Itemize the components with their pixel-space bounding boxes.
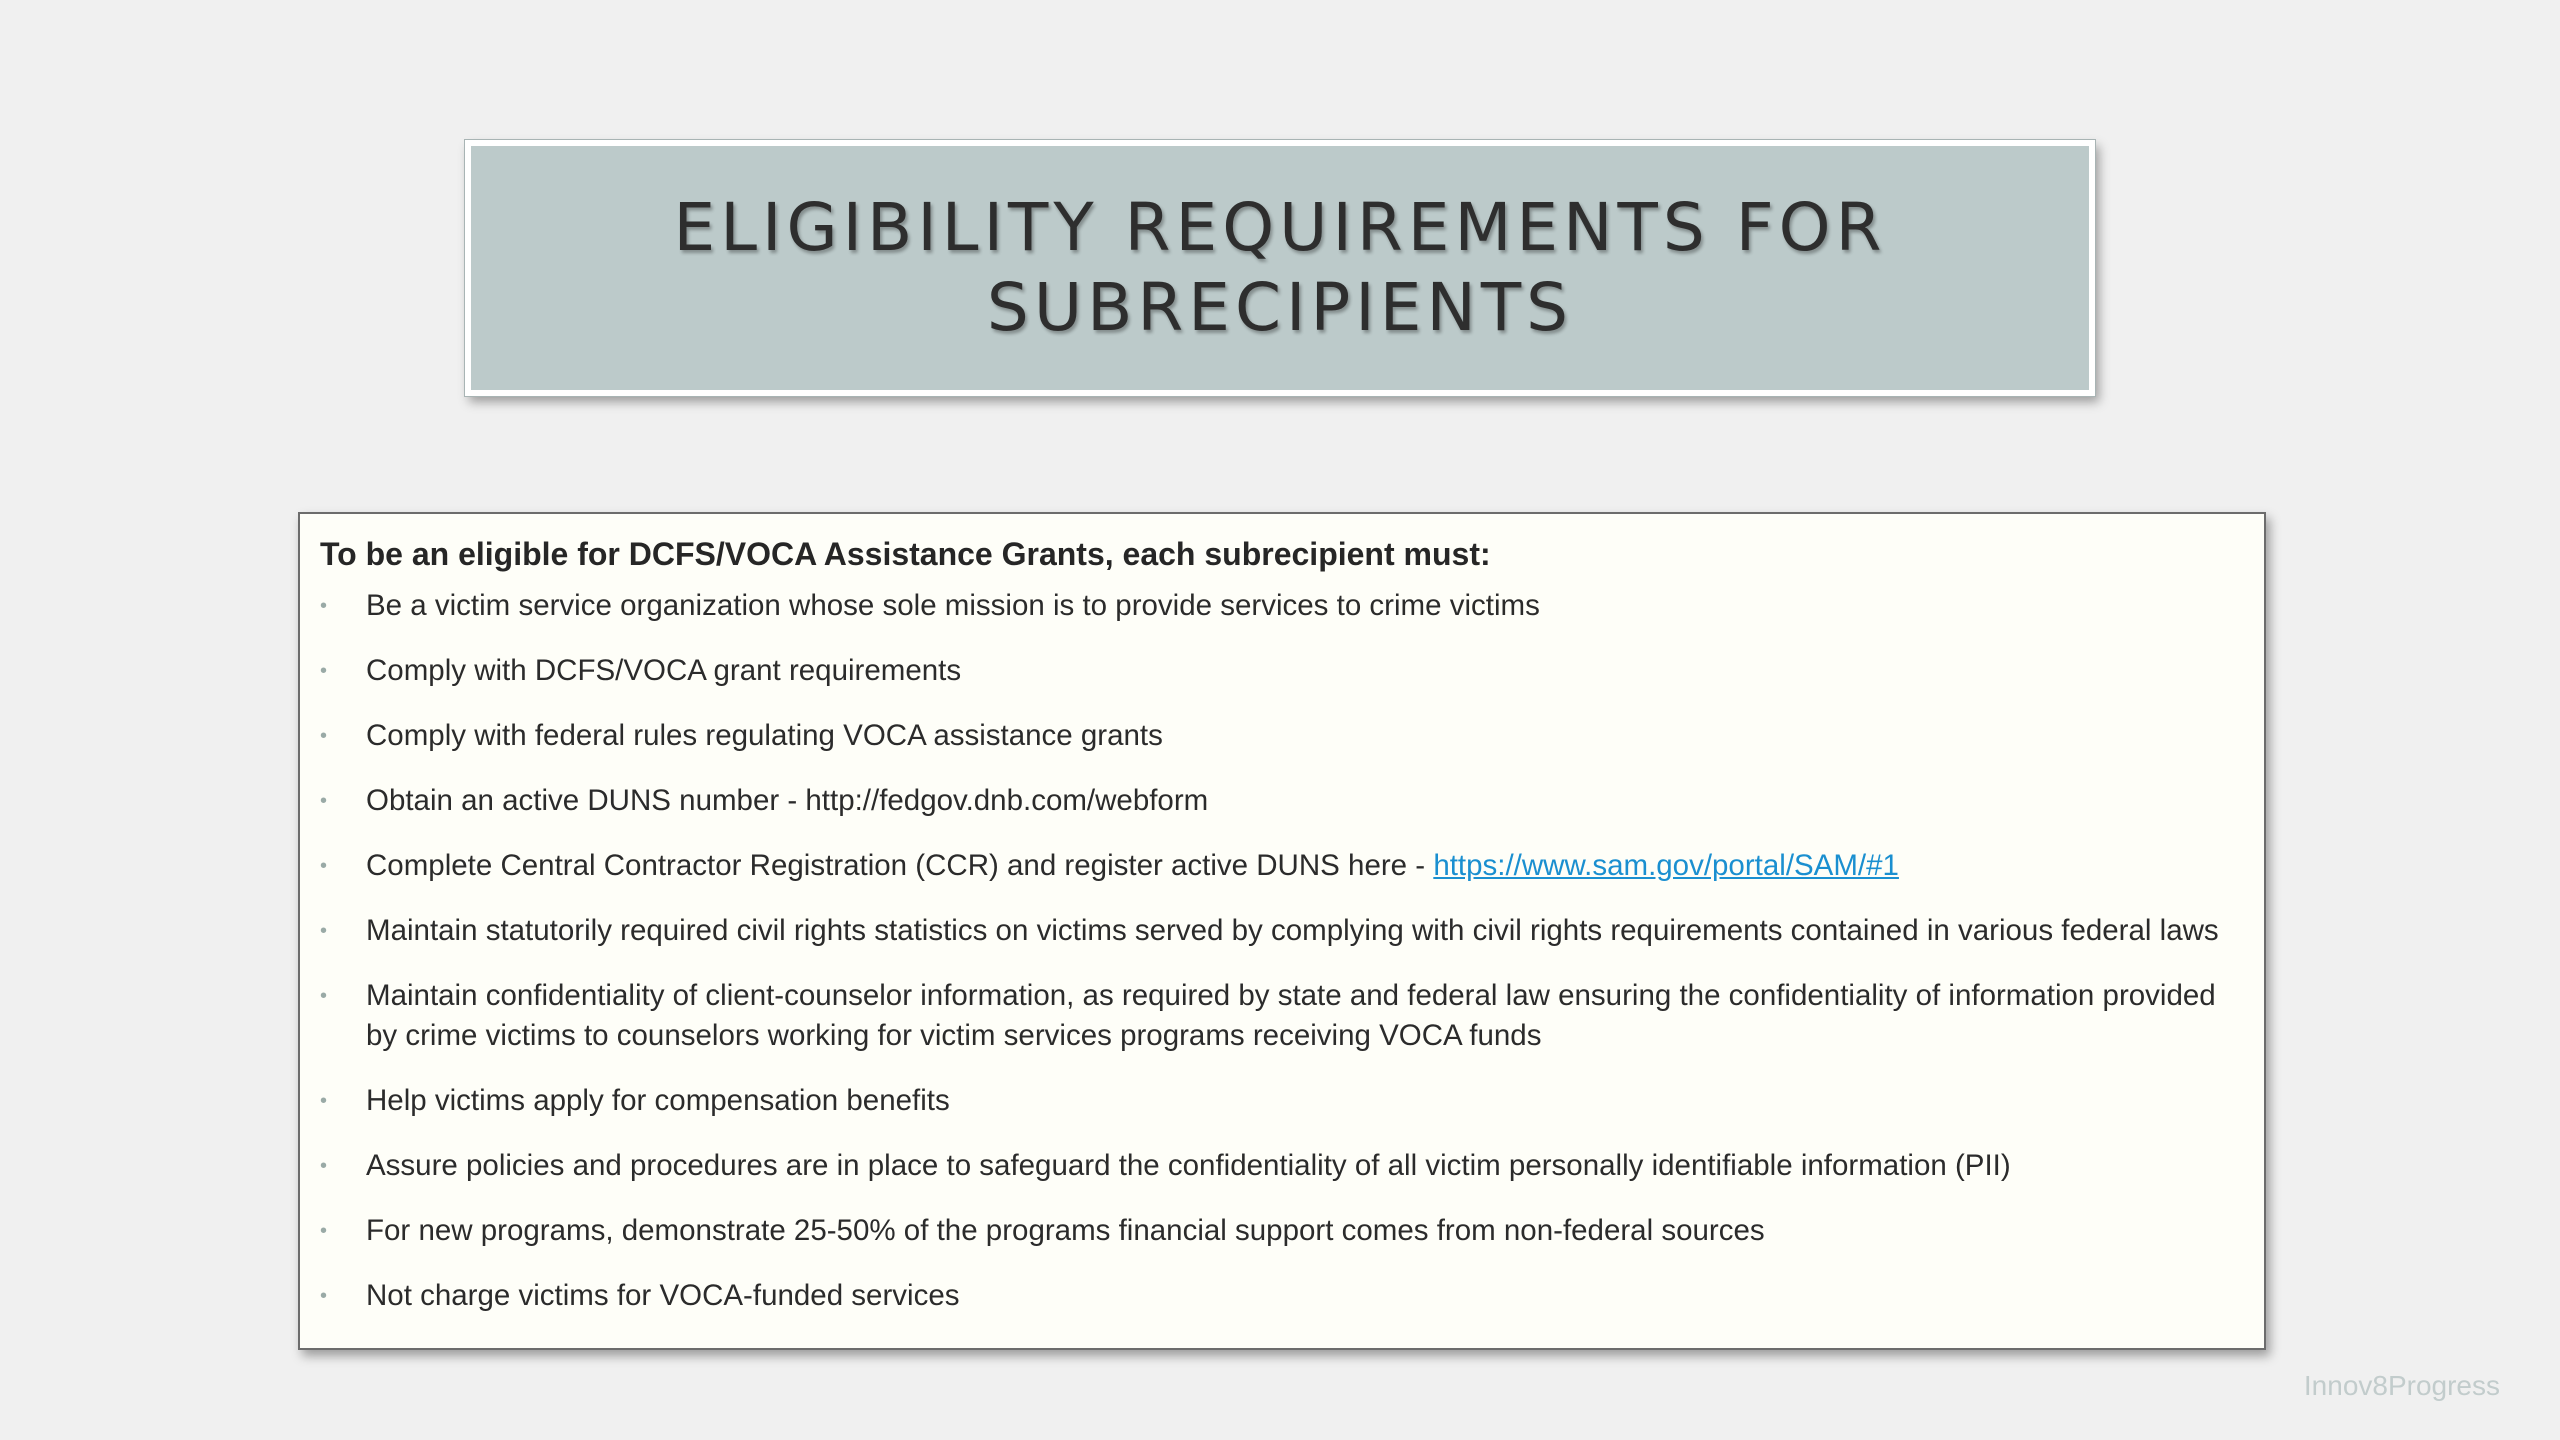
requirement-text: Maintain confidentiality of client-counselor information, as required by state and federal law ensuring the confidentiality of information provided by crime victims to counselors working for victim services programs receiving VOCA funds — [366, 979, 2216, 1052]
bullet-icon: • — [320, 1155, 328, 1177]
requirement-item-confidentiality — [320, 976, 2244, 1056]
requirements-panel — [298, 512, 2266, 1350]
sam-portal-link[interactable]: https://www.sam.gov/portal/SAM/#1 — [1433, 849, 1899, 882]
requirement-item-no-charge — [320, 1276, 2244, 1316]
requirement-item-duns-number — [320, 781, 2244, 821]
bullet-icon: • — [320, 725, 328, 747]
bullet-icon: • — [320, 790, 328, 812]
title-banner — [465, 140, 2095, 396]
requirement-text: Comply with federal rules regulating VOCA assistance grants — [366, 719, 1163, 752]
requirement-item-compensation-benefits — [320, 1081, 2244, 1121]
requirement-item-ccr-registration — [320, 846, 2244, 886]
requirements-intro: To be an eligible for DCFS/VOCA Assistance Grants, each subrecipient must: — [320, 536, 1491, 572]
requirement-text: Be a victim service organization whose sole mission is to provide services to crime victims — [366, 589, 1540, 622]
requirement-item-non-federal-support — [320, 1211, 2244, 1251]
bullet-icon: • — [320, 1090, 328, 1112]
requirements-list — [320, 586, 2244, 1316]
requirement-text: Help victims apply for compensation benefits — [366, 1084, 950, 1117]
requirement-text: Maintain statutorily required civil rights statistics on victims served by complying with civil rights requirements contained in various federal laws — [366, 914, 2219, 947]
bullet-icon: • — [320, 1220, 328, 1242]
bullet-icon: • — [320, 985, 328, 1007]
bullet-icon: • — [320, 855, 328, 877]
requirement-item-comply-dcfs-voca — [320, 651, 2244, 691]
requirement-text: Obtain an active DUNS number - http://fedgov.dnb.com/webform — [366, 784, 1209, 817]
bullet-icon: • — [320, 660, 328, 682]
requirement-item-comply-federal-rules — [320, 716, 2244, 756]
bullet-icon: • — [320, 1285, 328, 1307]
requirement-text: Comply with DCFS/VOCA grant requirements — [366, 654, 962, 687]
requirement-item-civil-rights-statistics — [320, 911, 2244, 951]
requirement-item-pii-policies — [320, 1146, 2244, 1186]
requirement-text: For new programs, demonstrate 25-50% of the programs financial support comes from non-federal sources — [366, 1214, 1765, 1247]
requirement-text: Assure policies and procedures are in place to safeguard the confidentiality of all victim personally identifiable information (PII) — [366, 1149, 2011, 1182]
brand-watermark: Innov8Progress — [2303, 1370, 2500, 1401]
requirement-text: Complete Central Contractor Registration (CCR) and register active DUNS here - — [366, 849, 1434, 882]
bullet-icon: • — [320, 920, 328, 942]
requirement-text: Not charge victims for VOCA-funded services — [366, 1279, 960, 1312]
page-title-line-1: ELIGIBILITY REQUIREMENTS FOR — [673, 189, 1887, 266]
requirement-item-be-victim-service-org — [320, 586, 2244, 626]
page-title-line-2: SUBRECIPIENTS — [986, 269, 1574, 346]
bullet-icon: • — [320, 595, 328, 617]
page-title — [674, 188, 1887, 348]
